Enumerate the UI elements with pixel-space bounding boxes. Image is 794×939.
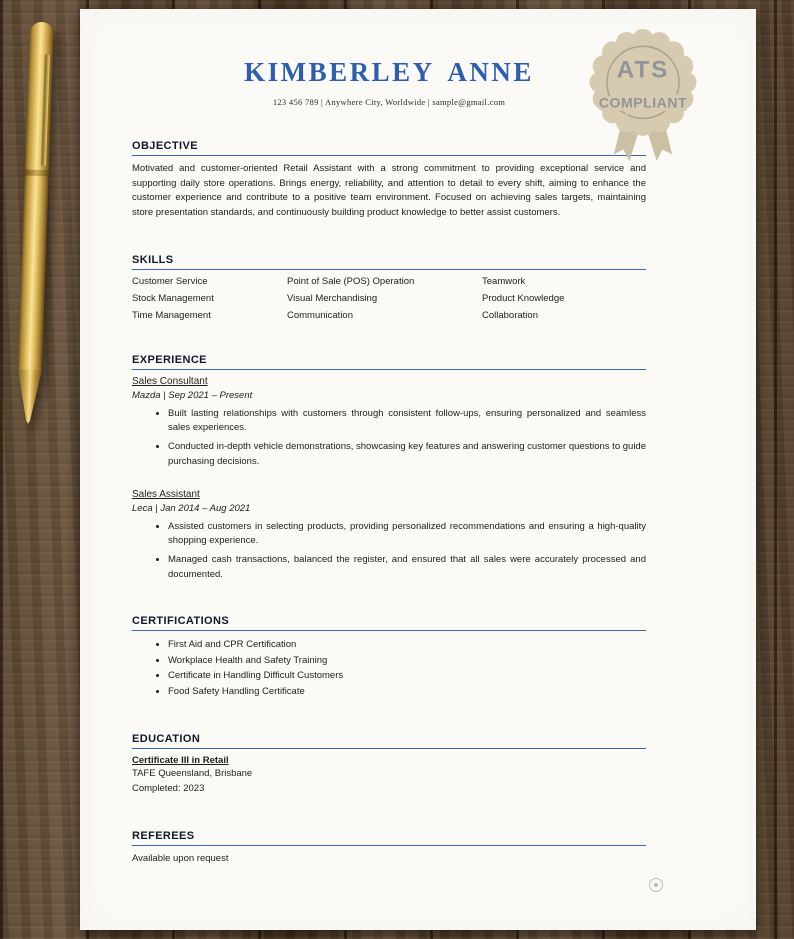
education-qualification: Certificate III in Retail — [132, 754, 229, 766]
skill-item: Point of Sale (POS) Operation — [287, 275, 415, 287]
referees-text: Available upon request — [132, 852, 229, 864]
job-bullets — [132, 407, 646, 469]
job-bullet: • Assisted customers in selecting products, providing personalized recommendations and ensuring a high-quality shopping experience. — [168, 520, 646, 549]
objective-text: Motivated and customer-oriented Retail Assistant with a strong commitment to providing exceptional service and supporting daily store operations. Brings energy, reliability, and attention to detail to every shift, aiming to enhance the customer experience and contribute to a positive team environment. Focused on achieving sales targets, maintaining store presentation standards, and continuously building product knowledge to better assist customers. — [132, 163, 646, 219]
section-referees — [132, 830, 646, 867]
contact-line: 123 456 789 | Anywhere City, Worldwide | sample@gmail.com — [272, 97, 506, 107]
objective-title: OBJECTIVE — [132, 140, 646, 156]
skill-item: Collaboration — [482, 309, 538, 321]
section-skills — [132, 254, 646, 321]
ats-compliant-badge — [570, 22, 716, 168]
job-bullet: • Managed cash transactions, balanced the register, and ensured that all sales were accurately processed and documented. — [168, 553, 646, 582]
certifications-list — [132, 637, 646, 700]
experience-title: EXPERIENCE — [132, 354, 646, 370]
skill-item: Teamwork — [482, 275, 526, 287]
job-bullet: • Built lasting relationships with customers through consistent follow-ups, ensuring personalized and seamless sales experiences. — [168, 407, 646, 436]
job-bullets — [132, 520, 646, 582]
section-objective — [132, 140, 646, 221]
certifications-title: CERTIFICATIONS — [132, 615, 646, 631]
referees-title: REFEREES — [132, 830, 646, 846]
resume-header — [132, 57, 646, 107]
skill-item: Time Management — [132, 309, 211, 321]
section-experience — [132, 354, 646, 582]
rosette-seal-icon — [570, 22, 716, 168]
skill-item: Communication — [287, 309, 353, 321]
brand-watermark-icon — [649, 878, 665, 894]
certification-item: • Workplace Health and Safety Training — [168, 653, 646, 669]
badge-text-top: ATS — [616, 56, 670, 84]
skills-title: SKILLS — [132, 254, 646, 270]
job-entry — [132, 489, 646, 582]
section-education — [132, 733, 646, 797]
skill-item: Visual Merchandising — [287, 292, 378, 304]
badge-text-bottom: COMPLIANT — [598, 94, 688, 111]
education-title: EDUCATION — [132, 733, 646, 749]
certification-item: • Certificate in Handling Difficult Customers — [168, 668, 646, 684]
certification-item: • Food Safety Handling Certificate — [168, 684, 646, 700]
section-certifications — [132, 615, 646, 700]
job-meta: Mazda | Sep 2021 – Present — [132, 389, 253, 401]
gold-pen — [18, 22, 54, 373]
job-meta: Leca | Jan 2014 – Aug 2021 — [132, 502, 251, 514]
watermark-ring — [649, 878, 663, 892]
skill-item: Customer Service — [132, 275, 208, 287]
job-entry — [132, 376, 646, 469]
job-role: Sales Consultant — [132, 375, 208, 387]
candidate-name: KIMBERLEY ANNE — [244, 57, 534, 87]
skill-item: Stock Management — [132, 292, 214, 304]
certification-item: • First Aid and CPR Certification — [168, 637, 646, 653]
watermark-dot — [654, 883, 658, 887]
job-role: Sales Assistant — [132, 488, 200, 500]
skill-item: Product Knowledge — [482, 292, 565, 304]
skills-grid — [132, 276, 646, 321]
pen-tip — [16, 369, 42, 424]
pen-band — [25, 169, 49, 176]
education-completed: Completed: 2023 — [132, 783, 205, 795]
education-institution: TAFE Queensland, Brisbane — [132, 767, 253, 779]
job-bullet: • Conducted in-depth vehicle demonstrations, showcasing key features and answering customer questions to guide purchasing decisions. — [168, 440, 646, 469]
